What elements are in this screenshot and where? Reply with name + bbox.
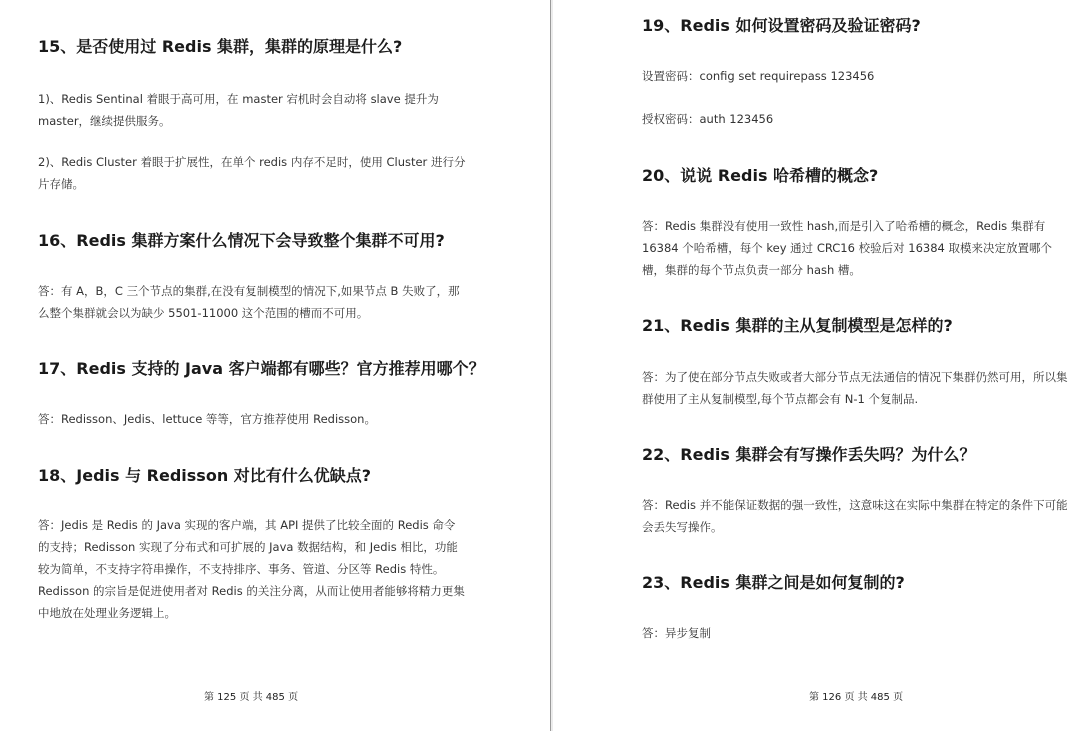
section-21-paragraph-1: 答：为了使在部分节点失败或者大部分节点无法通信的情况下集群仍然可用，所以集群使用了主从复制模型,每个节点都会有 N-1 个复制品. <box>642 370 1068 406</box>
section-23-paragraph-1: 答：异步复制 <box>642 626 711 640</box>
section-heading-20: 20、说说 Redis 哈希槽的概念? <box>642 166 879 185</box>
section-19-paragraph-2: 授权密码：auth 123456 <box>642 112 774 126</box>
section-18-paragraph-1: 答：Jedis 是 Redis 的 Java 实现的客户端，其 API 提供了比较全面的 Redis 命令的支持；Redisson 实现了分布式和可扩展的 Java 数据结构，和 Jedis 相比，功能较为简单，不支持字符串操作，不支持排序、事务、管道、分区等 Redis 特性。Redisson 的宗旨是促进使用者对 Redis 的关注分离，从而让使用者能够将精力更集中地放在处理业务逻辑上。 <box>38 518 465 620</box>
section-20-paragraph-1: 答：Redis 集群没有使用一致性 hash,而是引入了哈希槽的概念，Redis 集群有 16384 个哈希槽，每个 key 通过 CRC16 校验后对 16384 取模来决定放置哪个槽，集群的每个节点负责一部分 hash 槽。 <box>642 219 1052 277</box>
section-heading-17: 17、Redis 支持的 Java 客户端都有哪些？官方推荐用哪个？ <box>38 359 485 378</box>
section-22-paragraph-1: 答：Redis 并不能保证数据的强一致性，这意味这在实际中集群在特定的条件下可能会丢失写操作。 <box>642 498 1068 534</box>
section-heading-22: 22、Redis 集群会有写操作丢失吗？为什么？ <box>642 445 976 464</box>
section-15-paragraph-2: 2)、Redis Cluster 着眼于扩展性，在单个 redis 内存不足时，使用 Cluster 进行分片存储。 <box>38 155 466 191</box>
right-page <box>553 0 1081 731</box>
section-heading-18: 18、Jedis 与 Redisson 对比有什么优缺点? <box>38 466 372 485</box>
page-number-footer: 第 126 页 共 485 页 <box>809 692 904 703</box>
section-19-paragraph-1: 设置密码：config set requirepass 123456 <box>642 69 875 83</box>
page-number-footer: 第 125 页 共 485 页 <box>204 692 299 703</box>
section-heading-23: 23、Redis 集群之间是如何复制的? <box>642 573 905 592</box>
section-heading-21: 21、Redis 集群的主从复制模型是怎样的? <box>642 316 953 335</box>
section-heading-19: 19、Redis 如何设置密码及验证密码? <box>642 16 921 35</box>
section-15-paragraph-1: 1)、Redis Sentinal 着眼于高可用，在 master 宕机时会自动将 slave 提升为 master，继续提供服务。 <box>38 92 439 128</box>
section-16-paragraph-1: 答：有 A，B，C 三个节点的集群,在没有复制模型的情况下,如果节点 B 失败了，那么整个集群就会以为缺少 5501-11000 这个范围的槽而不可用。 <box>38 284 460 320</box>
section-heading-15: 15、是否使用过 Redis 集群，集群的原理是什么? <box>38 37 403 56</box>
section-heading-16: 16、Redis 集群方案什么情况下会导致整个集群不可用? <box>38 231 445 250</box>
section-17-paragraph-1: 答：Redisson、Jedis、lettuce 等等，官方推荐使用 Redisson。 <box>38 412 376 426</box>
